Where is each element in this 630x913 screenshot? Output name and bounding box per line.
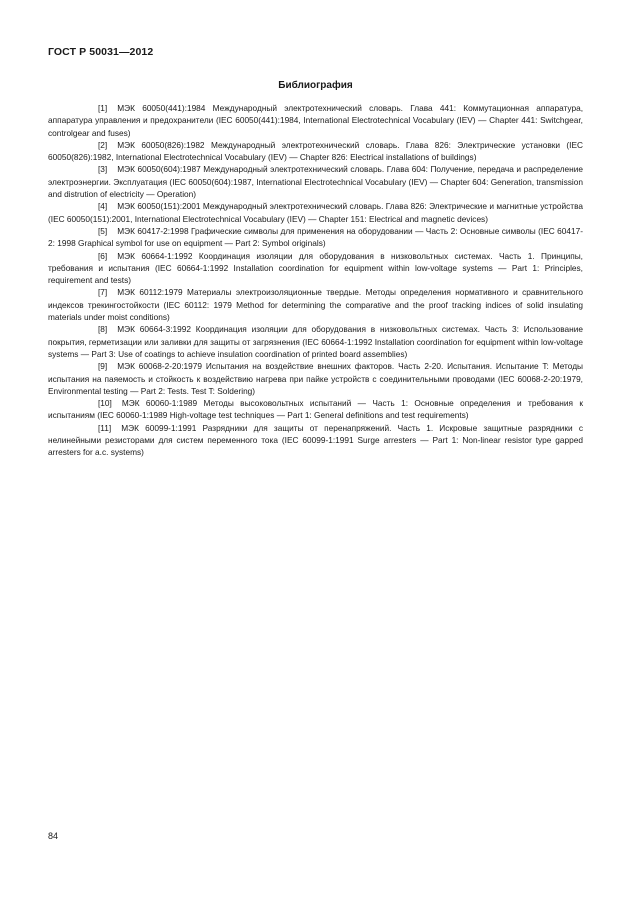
bibliography-entry	[48, 286, 583, 323]
entry-text: МЭК 60050(441):1984 Международный электротехнический словарь. Глава 441: Коммутационная аппаратура, аппаратура управления и предохранители (IEC 60050(441):1984, International Electrotechnical Vocabulary (IEV) — Chapter 441: Switchgear, controlgear and fuses)	[48, 103, 583, 138]
bibliography-title: Библиография	[278, 80, 353, 91]
bibliography-entry	[48, 360, 583, 397]
entry-number: [9]	[98, 361, 108, 372]
entry-number: [11]	[98, 422, 112, 433]
entry-text: МЭК 60417-2:1998 Графические символы для применения на оборудовании — Часть 2: Основные символы (IEC 60417-2: 1998 Graphical symbol for use on equipment — Part 2: Symbol originals)	[48, 225, 583, 249]
entry-number: [8]	[98, 324, 108, 335]
entry-text: МЭК 60050(151):2001 Международный электротехнический словарь. Глава 826: Электрические и магнитные устройства (IEC 60050(151):2001, International Electrotechnical Vocabulary (IEV) — Chapter 151: Electrical and magnetic devices)	[48, 201, 583, 224]
entry-number: [10]	[98, 398, 112, 409]
bibliography-entry	[48, 422, 583, 459]
entry-text: МЭК 60060-1:1989 Методы высоковольтных испытаний — Часть 1: Основные определения и требования к испытаниям (IEC 60060-1:1989 High-voltage test techniques — Part 1: General definitions and test requirements)	[48, 398, 583, 421]
bibliography-entry	[48, 102, 583, 139]
entry-text: МЭК 60099-1:1991 Разрядники для защиты от перенапряжений. Часть 1. Искровые защитные разрядники с нелинейными резисторами для систем переменного тока (IEC 60099-1:1991 Surge arresters — Part 1: Non-linear resistor type gapped arresters for a.c. systems)	[48, 422, 583, 458]
bibliography-entry	[48, 163, 583, 200]
bibliography-entry	[48, 250, 583, 287]
bibliography-entry	[48, 139, 583, 164]
entry-text: МЭК 60664-1:1992 Координация изоляции для оборудования в низковольтных системах. Часть 1. Принципы, требования и испытания (IEC 60664-1:1992 Installation coordination for equipment within low-voltage systems — Part 1: Principles, requirement and tests)	[48, 250, 583, 286]
entry-number: [6]	[98, 250, 108, 261]
entry-text: МЭК 60112:1979 Материалы электроизоляционные твердые. Методы определения нормативного и сравнительного индексов трекингостойкости (IEC 60112: 1979 Method for determining the comparative and the proof tracking indices of solid insulating materials under moist conditions)	[48, 287, 583, 323]
entry-text: МЭК 60664-3:1992 Координация изоляции для оборудования в низковольтных системах. Часть 3: Использование покрытия, герметизации или заливки для защиты от загрязнения (IEC 60664-1:1992 Installation coordination for equipment within low-voltage systems — Part 3: Use of coatings to achieve insulation coordination of printed board assemblies)	[48, 324, 583, 359]
entry-text: МЭК 60050(826):1982 Международный электротехнический словарь. Глава 826: Электрические установки (IEC 60050(826):1982, International Electrotechnical Vocabulary (IEV) — Chapter 826: Electrical installations of buildings)	[48, 139, 583, 163]
bibliography-entry	[48, 323, 583, 360]
entry-number: [7]	[98, 287, 108, 298]
page-number: 84	[48, 831, 59, 841]
document-header: ГОСТ Р 50031—2012	[48, 46, 154, 58]
entry-number: [2]	[98, 139, 108, 150]
entry-text: МЭК 60068-2-20:1979 Испытания на воздействие внешних факторов. Часть 2-20. Испытания. Испытание T: Методы испытания на паяемость и стойкость к воздействию нагрева при пайке устройств с соединительными проводами (IEC 60068-2-20:1979, Environmental testing — Part 2: Tests. Test T: Soldering)	[48, 361, 583, 396]
bibliography-entry	[48, 397, 583, 422]
entry-number: [4]	[98, 201, 108, 212]
entry-number: [5]	[98, 225, 108, 236]
bibliography-list	[48, 102, 583, 459]
bibliography-entry	[48, 200, 583, 225]
entry-number: [1]	[98, 103, 108, 113]
bibliography-entry	[48, 225, 583, 250]
entry-text: МЭК 60050(604):1987 Международный электротехнический словарь. Глава 604: Получение, передача и распределение электроэнергии. Эксплуатация (IEC 60050(604):1987, International Electrotechnical Vocabulary (IEV) — Chapter 604: Generation, transmission and distrution of electricity — Operation)	[48, 164, 583, 200]
entry-number: [3]	[98, 164, 108, 175]
